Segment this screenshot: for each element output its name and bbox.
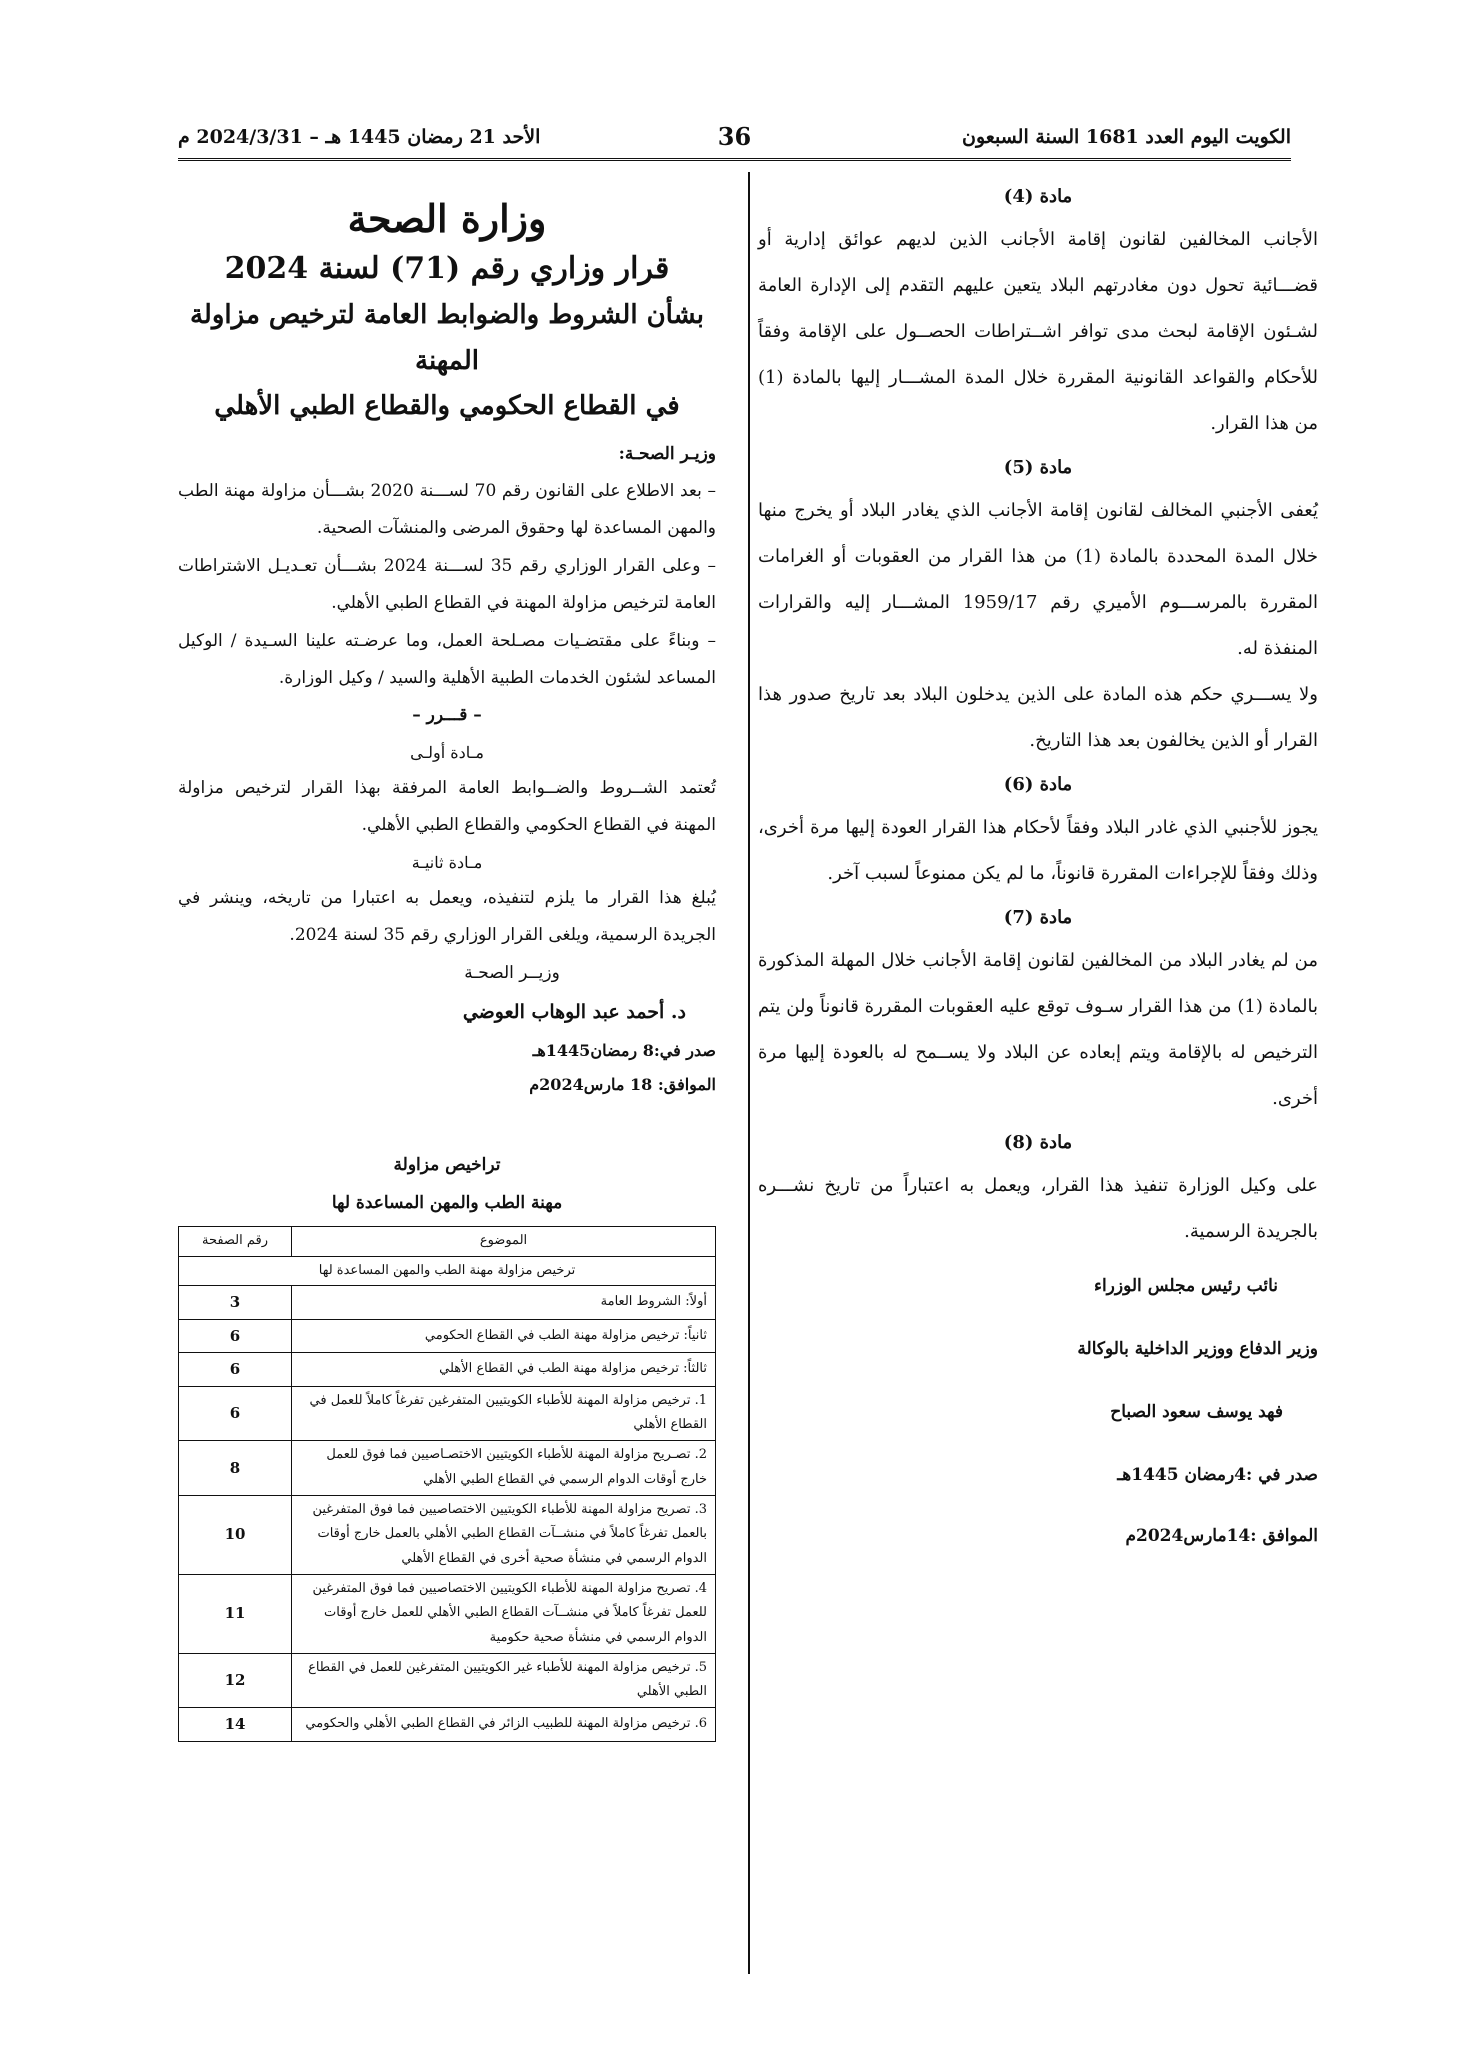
table-row <box>179 1708 716 1742</box>
corresponding-date: الموافق :14مارس2024م <box>1125 1526 1318 1547</box>
article-6-title: مادة (6) <box>1003 773 1073 795</box>
page-number: 36 <box>717 122 752 151</box>
column-header-page: رقم الصفحة <box>179 1226 292 1256</box>
article-4-text: الأجانب المخالفين لقانون إقامة الأجانب الذين لديهم عوائق إدارية أو قضـــائية تحول دون مغادرتهم البلاد يتعين عليهم التقدم إلى الإدارة العامة لشـئون الإقامة لبحث مدى توافر اشــتراطات الحصــول على الإقامة وفقاً للأحكام والقواعد القانونية المقررة خلال المدة المشـــار إليها بالمادة (1) من هذا القرار. <box>758 229 1319 434</box>
table-row <box>179 1495 716 1574</box>
row-subject: 5. ترخيص مزاولة المهنة للأطباء غير الكويتيين المتفرغين للعمل في القطاع الطبي الأهلي <box>292 1653 716 1707</box>
signature-block <box>758 1255 1318 1444</box>
issued-date-left: صدر في:8 رمضان1445هـ <box>532 1040 716 1060</box>
article-6-text: يجوز للأجنبي الذي غادر البلاد وفقاً لأحكام هذا القرار العودة إليها مرة أخرى، وذلك وفقاً للإجراءات المقررة قانوناً، ما لم يكن ممنوعاً لسبب آخر. <box>758 816 1318 884</box>
signer-title-2: وزير الدفاع ووزير الداخلية بالوكالة <box>1077 1338 1318 1359</box>
column-header-subject: الموضوع <box>292 1226 716 1256</box>
decided-heading: – قـــرر – <box>412 705 482 726</box>
minister-signature-name: د. أحمد عبد الوهاب العوضي <box>462 1001 686 1024</box>
article-1-title: مـادة أولـى <box>410 742 484 762</box>
toc-title-1: تراخيص مزاولة <box>393 1155 501 1176</box>
decree-subject-1: بشأن الشروط والضوابط العامة لترخيص مزاولة المهنة <box>189 300 705 376</box>
row-page: 10 <box>179 1495 292 1574</box>
article-8-text: على وكيل الوزارة تنفيذ هذا القرار، ويعمل به اعتباراً من تاريخ نشـــره بالجريدة الرسمية. <box>758 1175 1318 1242</box>
row-subject: 4. تصريح مزاولة المهنة للأطباء الكويتيين الاختصاصيين فما فوق المتفرغين للعمل تفرغاً كاملاً في منشــآت القطاع الطبي الأهلي للعمل خارج أوقات الدوام الرسمي في منشأة صحية حكومية <box>292 1574 716 1653</box>
left-column <box>178 180 716 1742</box>
row-page: 6 <box>179 1353 292 1387</box>
table-row <box>179 1653 716 1707</box>
ministry-title: وزارة الصحة <box>347 196 547 241</box>
article-2-text: يُبلغ هذا القرار ما يلزم لتنفيذه، ويعمل به اعتبارا من تاريخه، وينشر في الجريدة الرسمية، ويلغى القرار الوزاري رقم 35 لسنة 2024. <box>178 887 716 946</box>
minister-signature-title: وزيــر الصحـة <box>464 962 560 983</box>
row-page: 3 <box>179 1286 292 1320</box>
article-5-text-2: ولا يســـري حكم هذه المادة على الذين يدخلون البلاد بعد تاريخ صدور هذا القرار أو الذين يخالفون بعد هذا التاريخ. <box>758 683 1318 751</box>
row-page: 6 <box>179 1319 292 1353</box>
article-7-title: مادة (7) <box>1003 906 1073 928</box>
signer-title-1: نائب رئيس مجلس الوزراء <box>1093 1275 1278 1296</box>
article-5-title: مادة (5) <box>1003 456 1073 478</box>
issue-date: الأحد 21 رمضان 1445 هـ – 2024/3/31 م <box>178 126 541 148</box>
row-page: 12 <box>179 1653 292 1707</box>
column-divider <box>748 172 750 1974</box>
row-subject: ثالثاً: ترخيص مزاولة مهنة الطب في القطاع الأهلي <box>292 1353 716 1387</box>
recital-1: – بعد الاطلاع على القانون رقم 70 لســـنة 2020 بشـــأن مزاولة مهنة الطب والمهن المساعدة لها وحقوق المرضى والمنشآت الصحية. <box>178 481 716 539</box>
section-heading: ترخيص مزاولة مهنة الطب والمهن المساعدة لها <box>179 1256 716 1286</box>
table-row <box>179 1353 716 1387</box>
row-subject: 6. ترخيص مزاولة المهنة للطبيب الزائر في القطاع الطبي الأهلي والحكومي <box>292 1708 716 1742</box>
decree-subject-2: في القطاع الحكومي والقطاع الطبي الأهلي <box>214 391 680 422</box>
row-subject: أولاً: الشروط العامة <box>292 1286 716 1320</box>
article-4-title: مادة (4) <box>1003 186 1073 207</box>
row-subject: 1. ترخيص مزاولة المهنة للأطباء الكويتيين المتفرغين تفرغاً كاملاً للعمل في القطاع الأهلي <box>292 1386 716 1440</box>
table-row <box>179 1441 716 1495</box>
signer-name: فهد يوسف سعود الصباح <box>1110 1401 1283 1422</box>
minister-heading: وزيـر الصحـة: <box>618 443 716 464</box>
page-header <box>178 120 1291 161</box>
article-2-title: مـادة ثانيـة <box>411 852 483 872</box>
row-subject: 3. تصريح مزاولة المهنة للأطباء الكويتيين الاختصاصيين فما فوق المتفرغين بالعمل تفرغاً كاملاً في منشــآت القطاع الطبي الأهلي بالعمل خارج أوقات الدوام الرسمي في منشأة صحية أخرى في القطاع الأهلي <box>292 1495 716 1574</box>
recital-2: – وعلى القرار الوزاري رقم 35 لســـنة 2024 بشـــأن تعـديـل الاشتراطات العامة لترخيص مزاولة المهنة في القطاع الطبي الأهلي. <box>178 555 716 614</box>
recital-3: – وبناءً على مقتضـيات مصـلحة العمل، وما عرضـته علينا السـيدة / الوكيل المساعد لشئون الخدمات الطبية الأهلية والسيد / وكيل الوزارة. <box>178 630 716 689</box>
gazette-issue: الكويت اليوم العدد 1681 السنة السبعون <box>962 126 1291 148</box>
table-section-row <box>179 1256 716 1286</box>
right-column <box>758 176 1318 1567</box>
contents-table <box>178 1226 716 1742</box>
toc-title-2: مهنة الطب والمهن المساعدة لها <box>331 1192 563 1213</box>
table-header-row <box>179 1226 716 1256</box>
row-page: 11 <box>179 1574 292 1653</box>
row-page: 8 <box>179 1441 292 1495</box>
article-5-text: يُعفى الأجنبي المخالف لقانون إقامة الأجانب الذي يغادر البلاد أو يخرج منها خلال المدة المحددة بالمادة (1) من هذا القرار من العقوبات أو الغرامات المقررة بالمرســـوم الأميري رقم 1959/17 المشـــار إليه والقرارات المنفذة له. <box>758 500 1318 659</box>
table-row <box>179 1386 716 1440</box>
decree-title: قرار وزاري رقم (71) لسنة 2024 <box>224 251 670 287</box>
row-page: 6 <box>179 1386 292 1440</box>
table-row <box>179 1319 716 1353</box>
issued-date: صدر في :4رمضان 1445هـ <box>1117 1464 1318 1485</box>
corresponding-date-left: الموافق: 18 مارس2024م <box>529 1074 716 1094</box>
article-8-title: مادة (8) <box>1003 1131 1073 1153</box>
table-row <box>179 1286 716 1320</box>
row-subject: 2. تصـريح مزاولة المهنة للأطباء الكويتيين الاختصـاصيين فما فوق للعمل خارج أوقات الدوام الرسمي في القطاع الطبي الأهلي <box>292 1441 716 1495</box>
table-row <box>179 1574 716 1653</box>
row-subject: ثانياً: ترخيص مزاولة مهنة الطب في القطاع الحكومي <box>292 1319 716 1353</box>
article-1-text: تُعتمد الشــروط والضــوابط العامة المرفقة بهذا القرار لترخيص مزاولة المهنة في القطاع الحكومي والقطاع الطبي الأهلي. <box>178 778 716 836</box>
article-7-text: من لم يغادر البلاد من المخالفين لقانون إقامة الأجانب خلال المهلة المذكورة بالمادة (1) من هذا القرار سـوف توقع عليه العقوبات المقررة قانوناً ولن يتم الترخيص له بالإقامة ويتم إبعاده عن البلاد ولا يســمح له بالعودة إليها مرة أخرى. <box>758 950 1319 1109</box>
row-page: 14 <box>179 1708 292 1742</box>
